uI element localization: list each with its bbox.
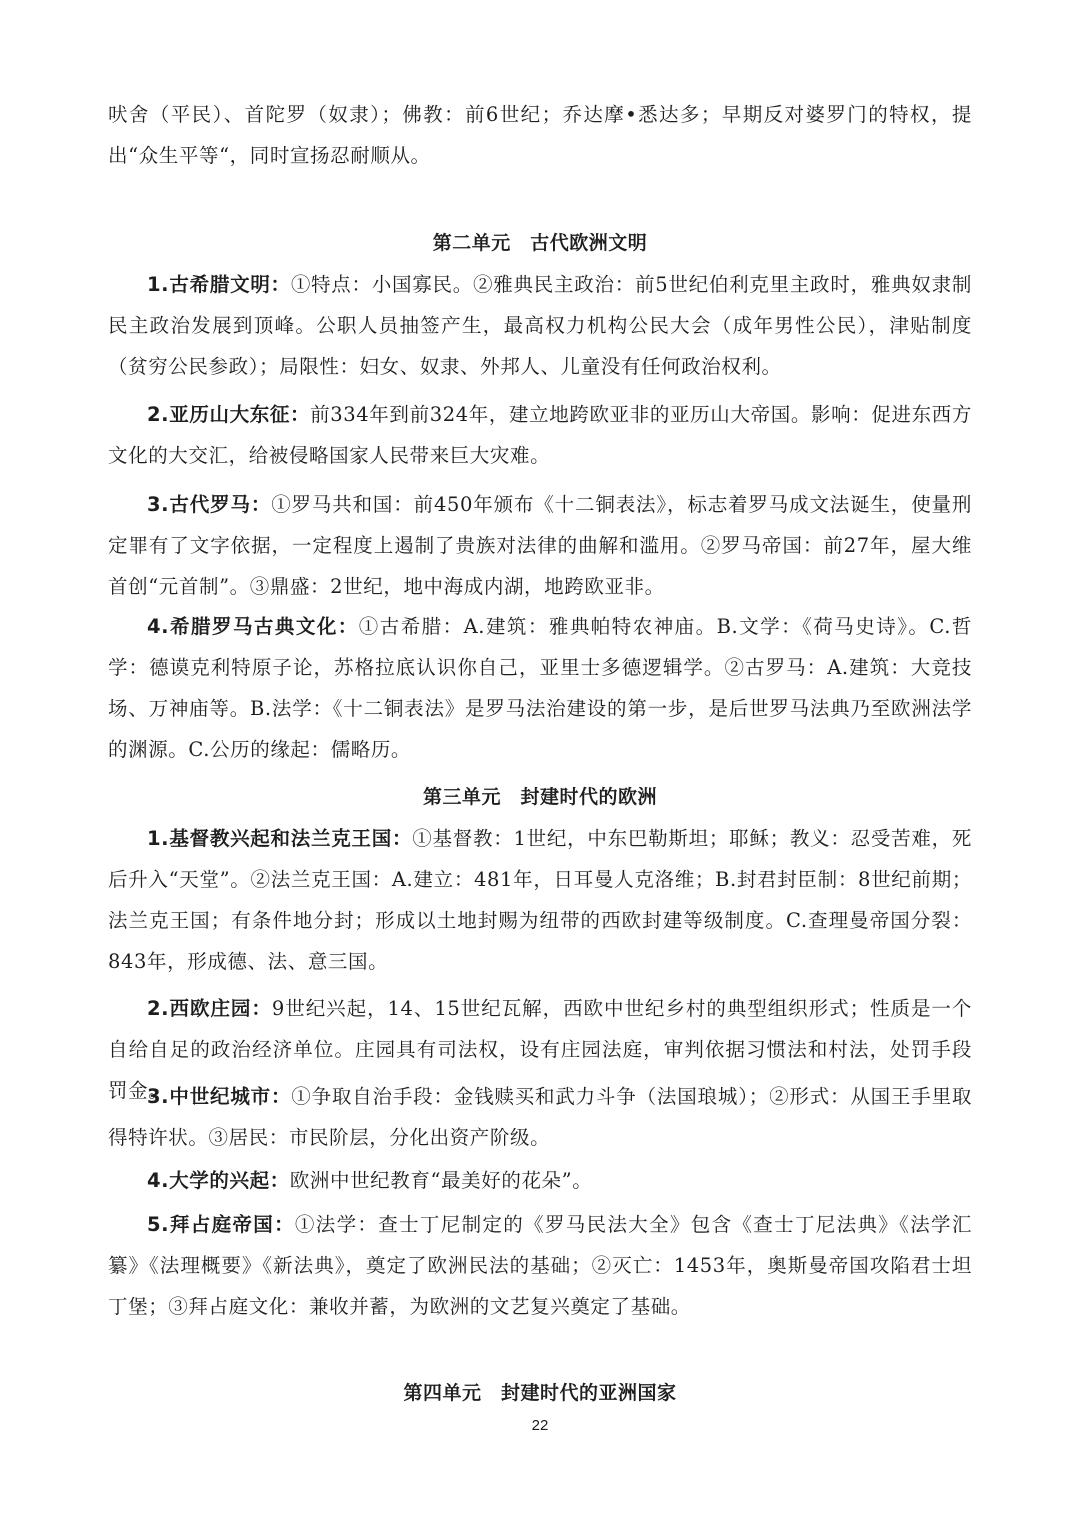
unit4-heading: 第四单元 封建时代的亚洲国家 — [403, 1382, 677, 1404]
item-text: 9世纪兴起，14、15世纪瓦解，西欧中世纪乡村的典型组织形式；性质是一个自给自足的政治经济单位。庄园具有司法权，设有庄园法庭，审判依据习惯法和村法，处罚手段罚金。 — [108, 997, 972, 1102]
item-text: 欧洲中世纪教育“最美好的花朵”。 — [289, 1169, 593, 1192]
item-lead: 2.西欧庄园： — [147, 997, 272, 1020]
unit3-item-4 — [108, 1160, 972, 1201]
item-lead: 4.大学的兴起： — [147, 1169, 290, 1192]
unit2-item-1 — [108, 264, 972, 387]
item-text: ①法学：查士丁尼制定的《罗马民法大全》包含《查士丁尼法典》《法学汇纂》《法理概要》《新法典》，奠定了欧洲民法的基础；②灭亡：1453年，奥斯曼帝国攻陷君士坦丁堡；③拜占庭文化：兼收并蓄，为欧洲的文艺复兴奠定了基础。 — [108, 1213, 972, 1318]
item-lead: 4.希腊罗马古典文化： — [147, 615, 359, 638]
unit3-item-5 — [108, 1204, 972, 1327]
unit3-heading: 第三单元 封建时代的欧洲 — [422, 786, 657, 808]
item-lead: 5.拜占庭帝国： — [147, 1213, 295, 1236]
unit2-item-3 — [108, 484, 972, 607]
item-lead: 1.古希腊文明： — [147, 273, 291, 296]
item-text: ①特点：小国寡民。②雅典民主政治：前5世纪伯利克里主政时，雅典奴隶制民主政治发展到顶峰。公职人员抽签产生，最高权力机构公民大会（成年男性公民），津贴制度（贫穷公民参政）；局限性：妇女、奴隶、外邦人、儿童没有任何政治权利。 — [108, 273, 972, 378]
unit3-item-1 — [108, 818, 972, 982]
unit2-item-4 — [108, 606, 972, 770]
item-text: ①基督教：1世纪，中东巴勒斯坦；耶稣；教义：忍受苦难，死后升入“天堂”。②法兰克王国：A.建立：481年，日耳曼人克洛维；B.封君封臣制：8世纪前期；法兰克王国；有条件地分封；形成以土地封赐为纽带的西欧封建等级制度。C.查理曼帝国分裂：843年，形成德、法、意三国。 — [108, 827, 972, 973]
item-lead: 1.基督教兴起和法兰克王国： — [147, 827, 413, 850]
page-number: 22 — [531, 1417, 549, 1434]
unit2-item-2 — [108, 394, 972, 476]
item-lead: 3.古代罗马： — [147, 493, 272, 516]
unit3-item-3 — [108, 1076, 972, 1158]
unit2-heading: 第二单元 古代欧洲文明 — [432, 232, 648, 254]
item-text: 前334年到前324年，建立地跨欧亚非的亚历山大帝国。影响：促进东西方文化的大交汇，给被侵略国家人民带来巨大灾难。 — [108, 403, 972, 467]
item-text: ①罗马共和国：前450年颁布《十二铜表法》，标志着罗马成文法诞生，使量刑定罪有了文字依据，一定程度上遏制了贵族对法律的曲解和滥用。②罗马帝国：前27年，屋大维首创“元首制”。③鼎盛：2世纪，地中海成内湖，地跨欧亚非。 — [108, 493, 972, 598]
item-text: ①古希腊：A.建筑：雅典帕特农神庙。B.文学：《荷马史诗》。C.哲学：德谟克利特原子论，苏格拉底认识你自己，亚里士多德逻辑学。②古罗马：A.建筑：大竞技场、万神庙等。B.法学：《十二铜表法》是罗马法治建设的第一步，是后世罗马法典乃至欧洲法学的渊源。C.公历的缘起：儒略历。 — [108, 615, 972, 761]
item-lead: 3.中世纪城市： — [147, 1085, 292, 1108]
item-lead: 2.亚历山大东征： — [147, 403, 311, 426]
intro-paragraph: 吠舍（平民）、首陀罗（奴隶）；佛教：前6世纪；乔达摩•悉达多；早期反对婆罗门的特权，提出“众生平等“，同时宣扬忍耐顺从。 — [108, 103, 972, 167]
item-text: ①争取自治手段：金钱赎买和武力斗争（法国琅城）；②形式：从国王手里取得特许状。③居民：市民阶层，分化出资产阶级。 — [108, 1085, 972, 1149]
